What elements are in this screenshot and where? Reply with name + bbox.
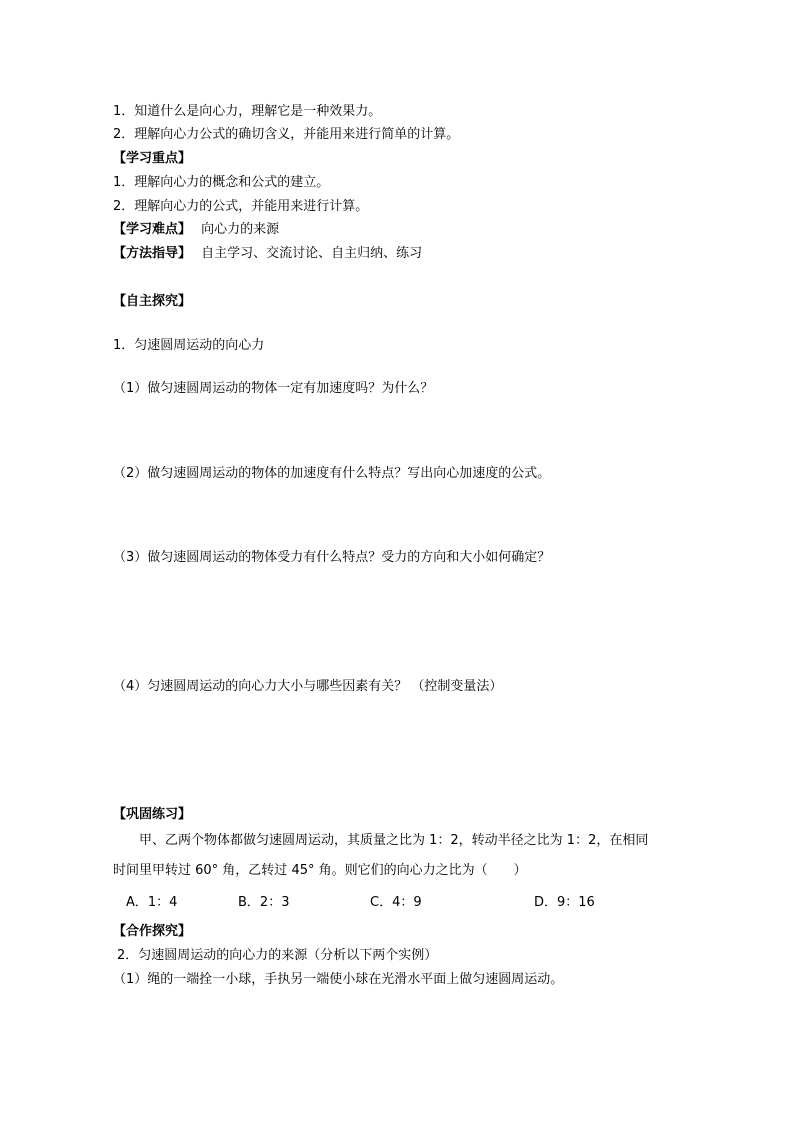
section-2-title: 2．匀速圆周运动的向心力的来源（分析以下两个实例） <box>117 948 438 963</box>
practice-heading: 【巩固练习】 <box>113 807 192 822</box>
objective-item-1: 1．知道什么是向心力，理解它是一种效果力。 <box>113 104 382 119</box>
difficulty-heading: 【学习难点】 <box>113 222 192 237</box>
section-1-title: 1．匀速圆周运动的向心力 <box>113 338 265 353</box>
key-point-item-1: 1．理解向心力的概念和公式的建立。 <box>113 175 330 190</box>
question-2: （2）做匀速圆周运动的物体的加速度有什么特点？写出向心加速度的公式。 <box>113 466 551 481</box>
option-b: B．2：3 <box>238 895 290 910</box>
option-a: A．1：4 <box>126 895 178 910</box>
objective-item-2: 2．理解向心力公式的确切含义，并能用来进行简单的计算。 <box>113 127 460 142</box>
question-3: （3）做匀速圆周运动的物体受力有什么特点？受力的方向和大小如何确定？ <box>113 550 551 565</box>
question-1: （1）做匀速圆周运动的物体一定有加速度吗？为什么？ <box>113 381 434 396</box>
key-points-heading: 【学习重点】 <box>113 151 192 166</box>
practice-problem-line-2: 时间里甲转过 60° 角，乙转过 45° 角。则它们的向心力之比为（ ） <box>113 863 527 878</box>
difficulty-row <box>113 221 279 239</box>
method-text: 自主学习、交流讨论、自主归纳、练习 <box>201 246 423 261</box>
example-1: （1）绳的一端拴一小球，手执另一端使小球在光滑水平面上做匀速圆周运动。 <box>113 972 564 987</box>
cooperate-heading: 【合作探究】 <box>113 924 192 939</box>
option-c: C．4：9 <box>370 895 422 910</box>
self-explore-heading: 【自主探究】 <box>113 294 192 309</box>
method-row <box>113 245 422 263</box>
method-heading: 【方法指导】 <box>113 246 192 261</box>
practice-problem-line-1: 甲、乙两个物体都做匀速圆周运动，其质量之比为 1：2，转动半径之比为 1：2，在相同 <box>139 833 649 848</box>
option-d: D．9：16 <box>534 895 595 910</box>
difficulty-text: 向心力的来源 <box>201 222 280 237</box>
key-point-item-2: 2．理解向心力的公式，并能用来进行计算。 <box>113 199 369 214</box>
question-4: （4）匀速圆周运动的向心力大小与哪些因素有关？ （控制变量法） <box>113 679 503 694</box>
